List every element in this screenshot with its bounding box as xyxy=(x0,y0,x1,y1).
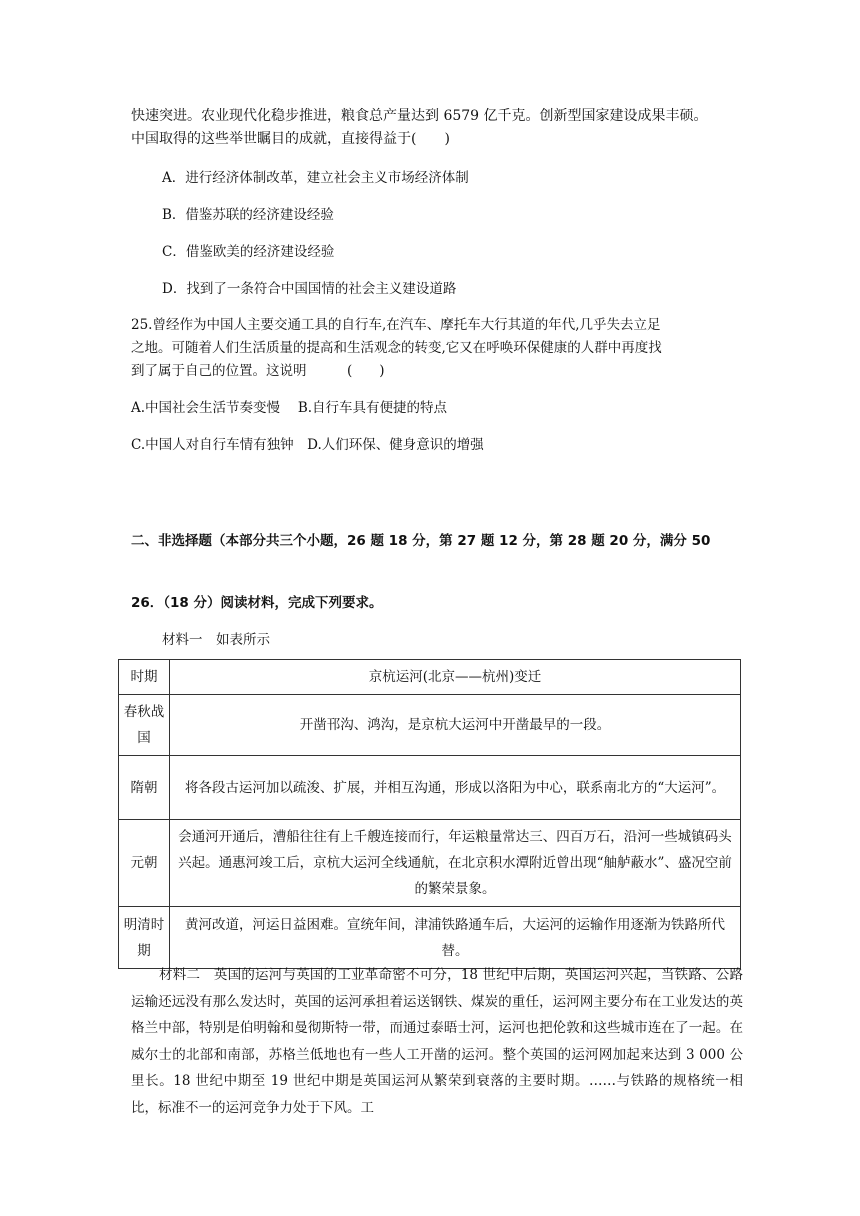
q26-title: 26．（18 分）阅读材料，完成下列要求。 xyxy=(131,595,383,611)
table-header-row xyxy=(119,660,741,695)
table-header-title: 京杭运河(北京——杭州)变迁 xyxy=(170,660,741,695)
q24-text-line1: 快速突进。农业现代化稳步推进，粮食总产量达到 6579 亿千克。创新型国家建设成果丰硕。 xyxy=(131,108,708,124)
table-row-text: 黄河改道，河运日益困难。宣统年间，津浦铁路通车后，大运河的运输作用逐渐为铁路所代替。 xyxy=(170,907,741,969)
table-row-era: 元朝 xyxy=(119,820,170,907)
q25-text-line3: 到了属于自己的位置。这说明 ( ) xyxy=(131,363,385,379)
q24-option-d: D．找到了一条符合中国国情的社会主义建设道路 xyxy=(162,281,457,297)
q24-option-a: A．进行经济体制改革，建立社会主义市场经济体制 xyxy=(162,170,469,186)
q25-text-line1: 25.曾经作为中国人主要交通工具的自行车,在汽车、摩托车大行其道的年代,几乎失去立足 xyxy=(131,317,661,333)
table-row-era: 明清时期 xyxy=(119,907,170,969)
table-row xyxy=(119,756,741,820)
table-row xyxy=(119,907,741,969)
section2-heading: 二、非选择题（本部分共三个小题，26 题 18 分，第 27 题 12 分，第 28 题 20 分，满分 50 xyxy=(131,533,711,549)
q25-options-row2: C.中国人对自行车情有独钟 D.人们环保、健身意识的增强 xyxy=(131,437,484,453)
material1-label: 材料一 如表所示 xyxy=(162,632,270,648)
table-row-era: 隋朝 xyxy=(119,756,170,820)
canal-history-table xyxy=(118,659,741,969)
table-header-era: 时期 xyxy=(119,660,170,695)
q24-text-line2: 中国取得的这些举世瞩目的成就，直接得益于( ) xyxy=(131,131,450,147)
q24-option-c: C．借鉴欧美的经济建设经验 xyxy=(162,244,335,260)
material2-paragraph: 材料二 英国的运河与英国的工业革命密不可分，18 世纪中后期，英国运河兴起，当铁路、公路运输还远没有那么发达时，英国的运河承担着运送钢铁、煤炭的重任，运河网主要分布在工业发达的英格兰中部，特别是伯明翰和曼彻斯特一带，而通过泰晤士河，运河也把伦敦和这些城市连在了一起。在威尔士的北部和南部，苏格兰低地也有一些人工开凿的运河。整个英国的运河网加起来达到 3 000 公里长。18 世纪中期至 19 世纪中期是英国运河从繁荣到衰落的主要时期。……与铁路的规格统一相比，标准不一的运河竞争力处于下风。工 xyxy=(131,967,743,1116)
q25-options-row1: A.中国社会生活节奏变慢 B.自行车具有便捷的特点 xyxy=(131,400,448,416)
table-row xyxy=(119,695,741,756)
table-row-era: 春秋战国 xyxy=(119,695,170,756)
table-row-text: 将各段古运河加以疏浚、扩展，并相互沟通，形成以洛阳为中心，联系南北方的“大运河”。 xyxy=(170,756,741,820)
q25-text-line2: 之地。可随着人们生活质量的提高和生活观念的转变,它又在呼唤环保健康的人群中再度找 xyxy=(131,340,662,356)
table-row-text: 会通河开通后，漕船往往有上千艘连接而行，年运粮量常达三、四百万石，沿河一些城镇码头兴起。通惠河竣工后，京杭大运河全线通航，在北京积水潭附近曾出现“舳舻蔽水”、盛况空前的繁荣景象。 xyxy=(170,820,741,907)
table-row-text: 开凿邗沟、鸿沟，是京杭大运河中开凿最早的一段。 xyxy=(170,695,741,756)
table-row xyxy=(119,820,741,907)
q24-option-b: B．借鉴苏联的经济建设经验 xyxy=(162,207,334,223)
